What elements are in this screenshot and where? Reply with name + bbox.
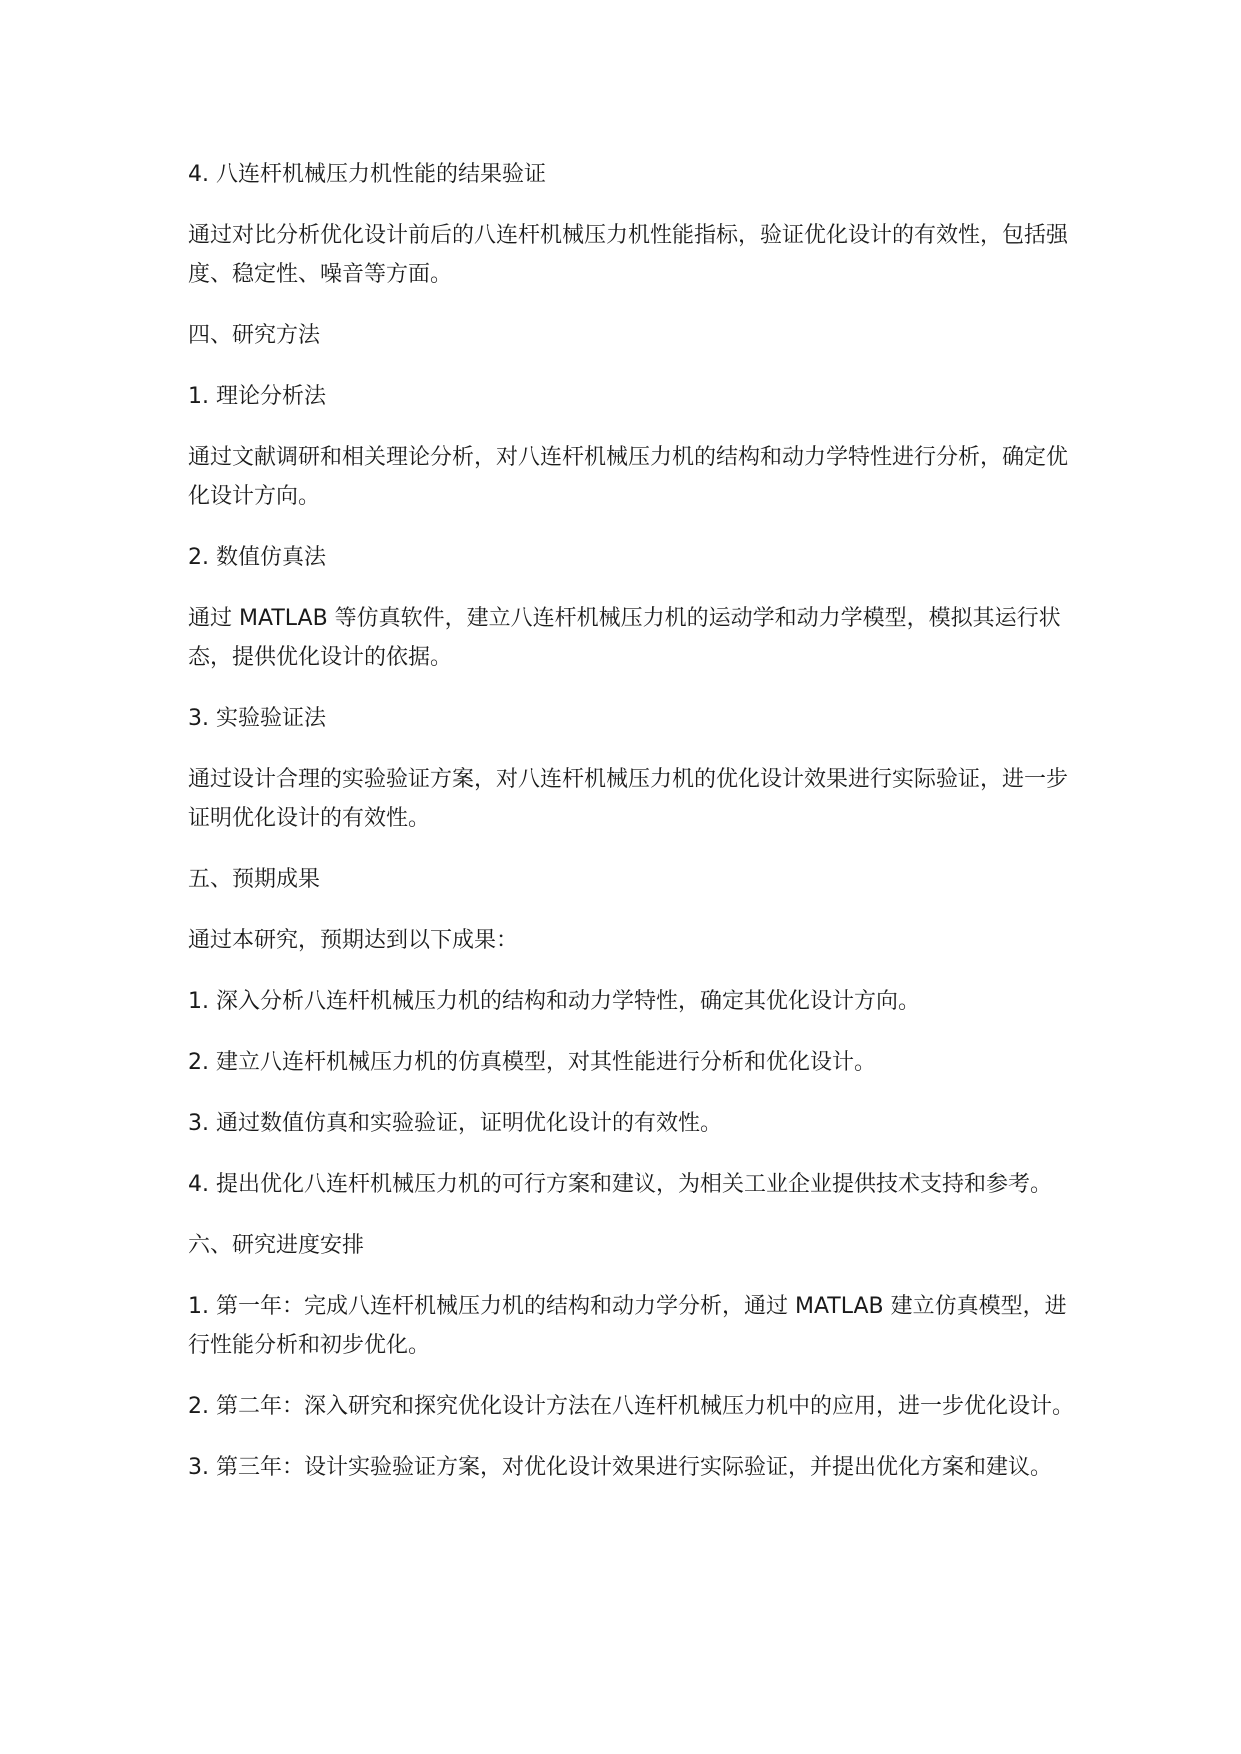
list-item: 2. 建立八连杆机械压力机的仿真模型，对其性能进行分析和优化设计。 — [188, 1050, 876, 1075]
body-paragraph: 通过 MATLAB 等仿真软件，建立八连杆机械压力机的运动学和动力学模型，模拟其运行状态，提供优化设计的依据。 — [188, 606, 1061, 670]
list-item: 4. 提出优化八连杆机械压力机的可行方案和建议，为相关工业企业提供技术支持和参考。 — [188, 1172, 1052, 1197]
body-paragraph: 通过本研究，预期达到以下成果： — [188, 928, 519, 953]
list-item: 2. 第二年：深入研究和探究优化设计方法在八连杆机械压力机中的应用，进一步优化设计。 — [188, 1394, 1074, 1419]
body-paragraph: 通过对比分析优化设计前后的八连杆机械压力机性能指标，验证优化设计的有效性，包括强度、稳定性、噪音等方面。 — [188, 223, 1069, 287]
document-body — [188, 155, 1088, 1509]
body-paragraph: 通过文献调研和相关理论分析，对八连杆机械压力机的结构和动力学特性进行分析，确定优化设计方向。 — [188, 445, 1069, 509]
subsection-heading: 1. 理论分析法 — [188, 384, 326, 409]
list-item: 1. 第一年：完成八连杆机械压力机的结构和动力学分析，通过 MATLAB 建立仿真模型，进行性能分析和初步优化。 — [188, 1294, 1067, 1358]
section-heading: 六、研究进度安排 — [188, 1233, 365, 1258]
subsection-heading: 3. 实验验证法 — [188, 706, 326, 731]
body-paragraph: 通过设计合理的实验验证方案，对八连杆机械压力机的优化设计效果进行实际验证，进一步证明优化设计的有效性。 — [188, 767, 1069, 831]
list-item: 3. 第三年：设计实验验证方案，对优化设计效果进行实际验证，并提出优化方案和建议。 — [188, 1455, 1052, 1480]
subsection-heading: 2. 数值仿真法 — [188, 545, 326, 570]
section-heading: 四、研究方法 — [188, 323, 321, 348]
section-heading: 五、预期成果 — [188, 867, 321, 892]
section-heading: 4. 八连杆机械压力机性能的结果验证 — [188, 162, 546, 187]
list-item: 3. 通过数值仿真和实验验证，证明优化设计的有效性。 — [188, 1111, 722, 1136]
list-item: 1. 深入分析八连杆机械压力机的结构和动力学特性，确定其优化设计方向。 — [188, 989, 920, 1014]
